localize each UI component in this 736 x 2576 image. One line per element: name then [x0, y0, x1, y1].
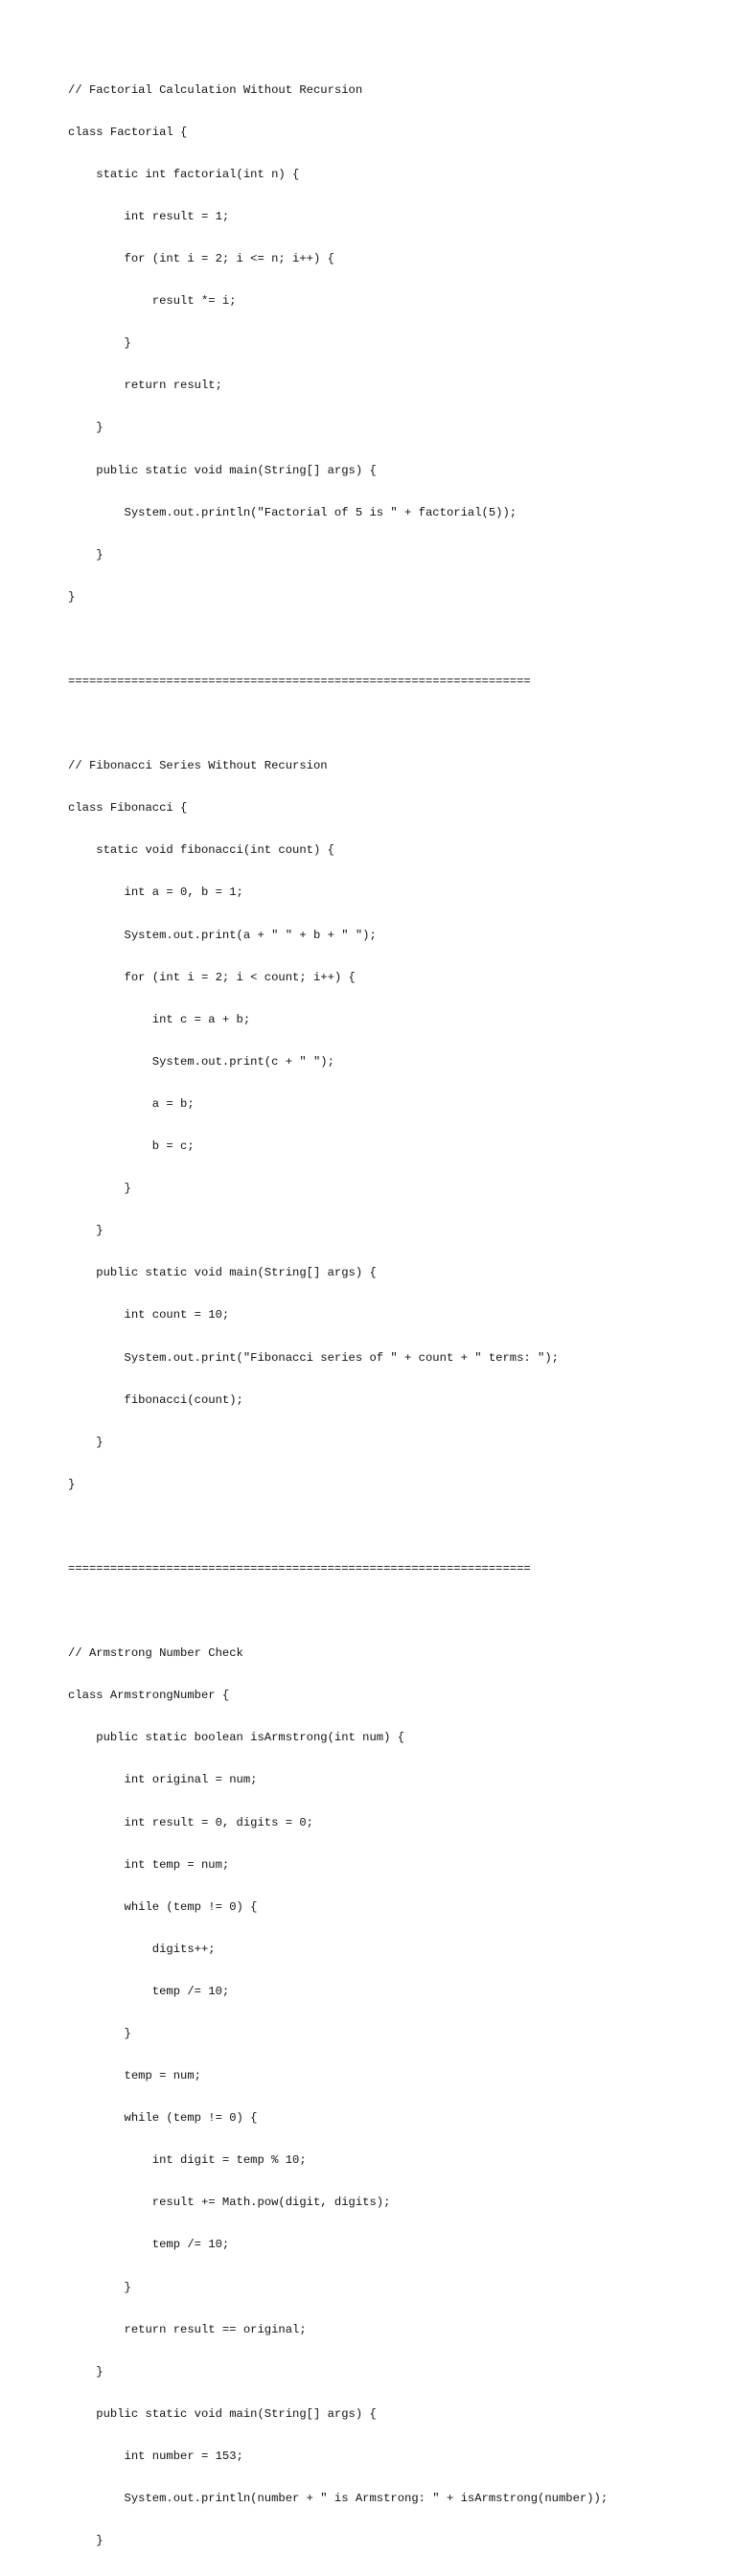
code-line: temp /= 10; — [68, 2238, 230, 2252]
code-line: } — [68, 1224, 104, 1238]
code-line: class ArmstrongNumber { — [68, 1689, 230, 1703]
code-line: // Armstrong Number Check — [68, 1646, 243, 1661]
code-line: int a = 0, b = 1; — [68, 886, 243, 900]
code-line: System.out.println(number + " is Armstrong: " + isArmstrong(number)); — [68, 2492, 609, 2506]
code-line: } — [68, 336, 131, 351]
code-line: int result = 0, digits = 0; — [68, 1815, 313, 1829]
code-line: int c = a + b; — [68, 1012, 251, 1026]
code-line: public static void main(String[] args) { — [68, 1266, 377, 1280]
code-line: static void fibonacci(int count) { — [68, 843, 334, 858]
code-line: digits++; — [68, 1942, 216, 1956]
code-line: int result = 1; — [68, 209, 230, 223]
code-line: } — [68, 2534, 104, 2548]
code-line: return result; — [68, 379, 222, 393]
code-line: } — [68, 421, 104, 435]
blank-line — [68, 717, 608, 731]
code-line: class Factorial { — [68, 125, 188, 139]
code-line: int number = 153; — [68, 2449, 243, 2463]
blank-line — [68, 1520, 608, 1534]
code-line: System.out.println("Factorial of 5 is " + factorial(5)); — [68, 505, 518, 519]
code-line: result += Math.pow(digit, digits); — [68, 2196, 391, 2210]
separator-line: ================================================================== — [68, 1561, 531, 1576]
code-line: static int factorial(int n) { — [68, 167, 300, 181]
code-line: while (temp != 0) { — [68, 1899, 258, 1914]
code-line: System.out.print("Fibonacci series of " + count + " terms: "); — [68, 1350, 559, 1365]
code-line: int count = 10; — [68, 1308, 230, 1322]
code-line: // Fibonacci Series Without Recursion — [68, 759, 328, 773]
code-line: System.out.print(c + " "); — [68, 1054, 334, 1069]
blank-line — [68, 1604, 608, 1619]
code-line: } — [68, 547, 104, 562]
code-line: public static void main(String[] args) { — [68, 2406, 377, 2421]
code-line: temp = num; — [68, 2069, 201, 2083]
blank-line — [68, 632, 608, 647]
code-line: public static boolean isArmstrong(int num) { — [68, 1731, 405, 1745]
code-line: a = b; — [68, 1096, 195, 1111]
code-line: } — [68, 2280, 131, 2294]
code-line: // Factorial Calculation Without Recursion — [68, 82, 363, 97]
code-line: int temp = num; — [68, 1857, 230, 1872]
code-line: result *= i; — [68, 294, 237, 309]
code-line: for (int i = 2; i < count; i++) { — [68, 970, 356, 984]
code-line: fibonacci(count); — [68, 1392, 243, 1407]
code-line: temp /= 10; — [68, 1984, 230, 1998]
code-line: for (int i = 2; i <= n; i++) { — [68, 252, 334, 266]
code-listing — [68, 69, 608, 2576]
code-line: } — [68, 2364, 104, 2379]
code-line: class Fibonacci { — [68, 801, 188, 816]
separator-line: ================================================================== — [68, 675, 531, 689]
code-line: public static void main(String[] args) { — [68, 463, 377, 477]
code-line: return result == original; — [68, 2322, 307, 2336]
code-line: } — [68, 1182, 131, 1196]
code-line: } — [68, 589, 76, 604]
code-line: while (temp != 0) { — [68, 2111, 258, 2126]
code-line: int digit = temp % 10; — [68, 2153, 307, 2168]
code-line: b = c; — [68, 1139, 195, 1154]
code-line: System.out.print(a + " " + b + " "); — [68, 928, 377, 942]
code-line: } — [68, 2027, 131, 2041]
code-line: int original = num; — [68, 1773, 258, 1787]
code-line: } — [68, 1477, 76, 1491]
code-line: } — [68, 1435, 104, 1449]
